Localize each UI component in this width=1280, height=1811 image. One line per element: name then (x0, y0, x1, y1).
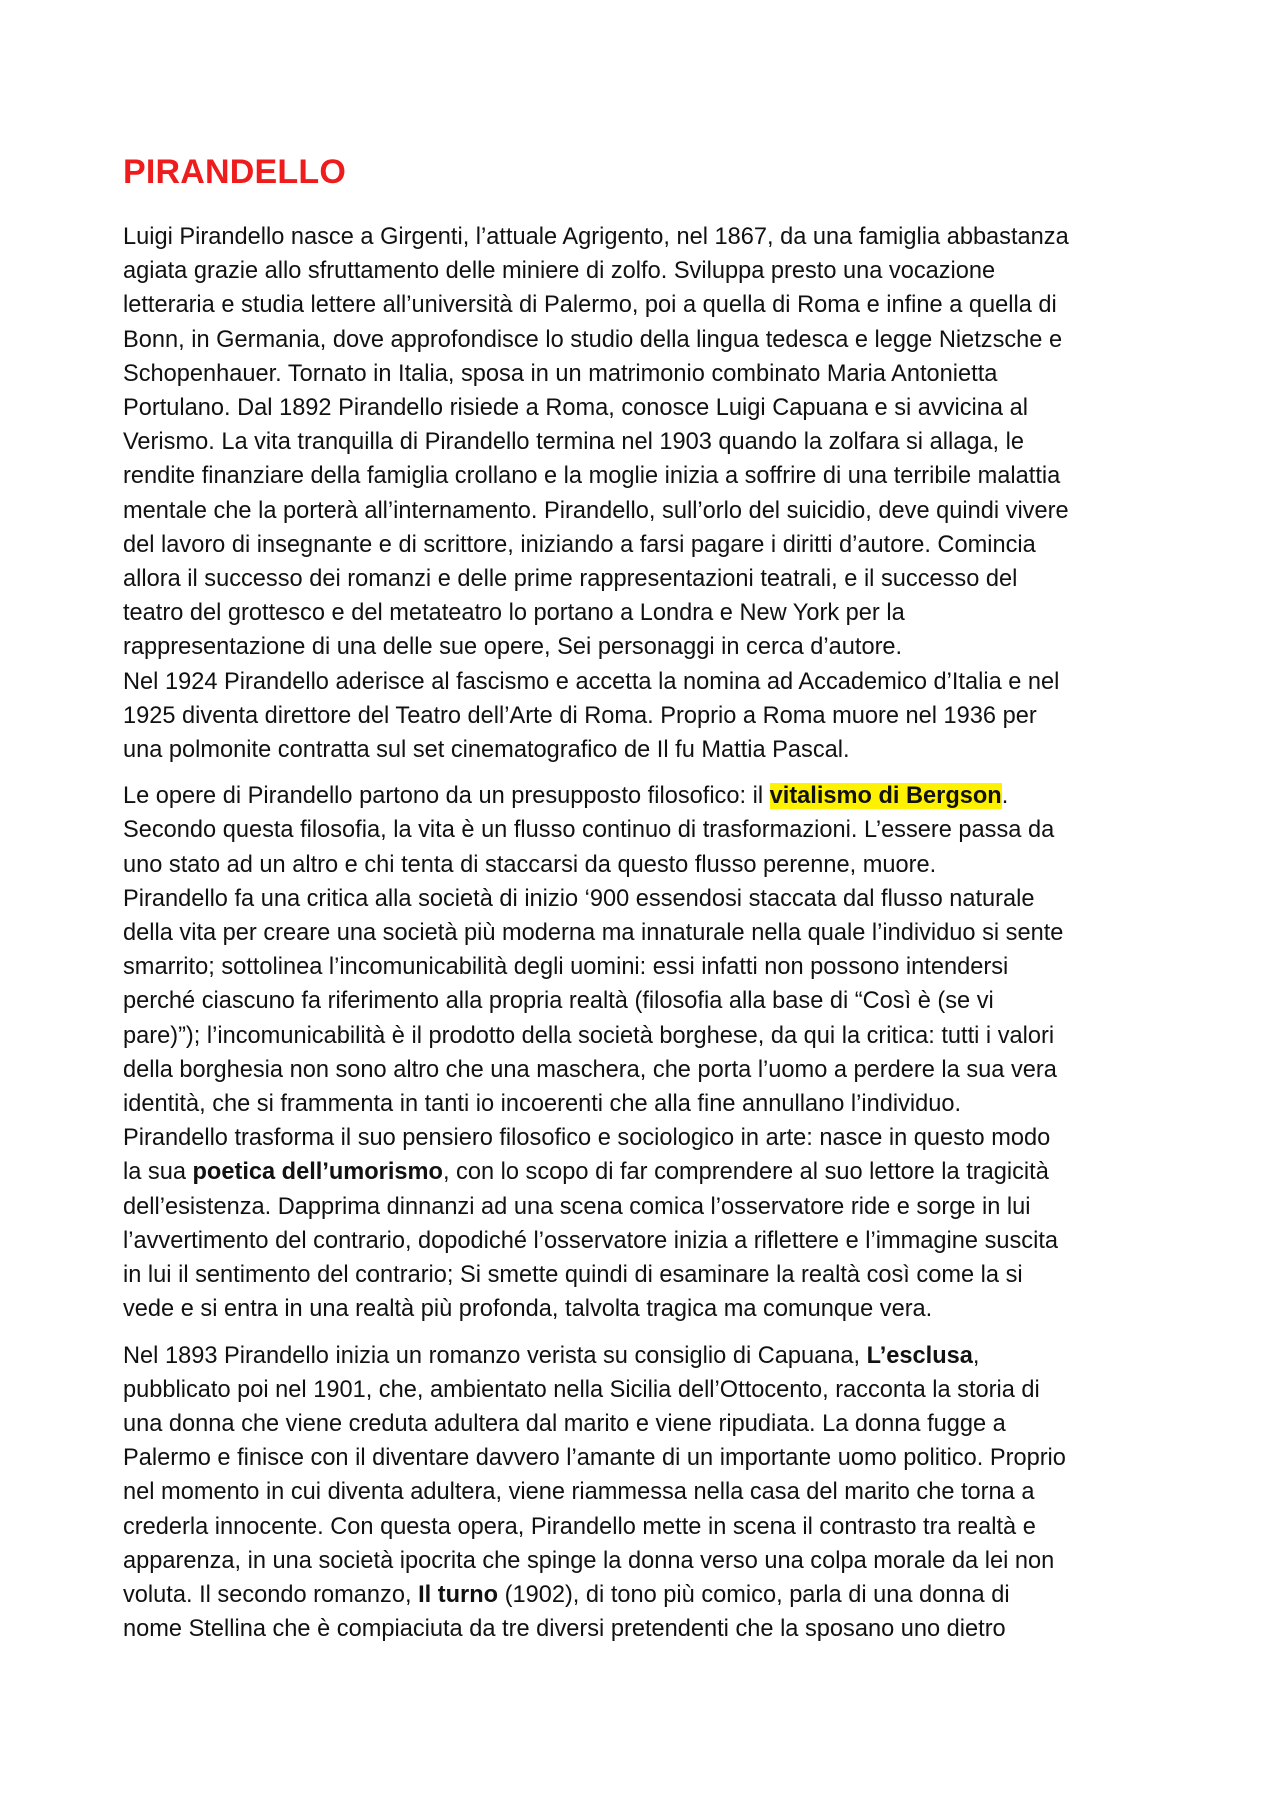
text-run: voluta. Il secondo romanzo, (123, 1581, 419, 1608)
text-run: , con lo scopo di far comprendere al suo lettore la tragicità (442, 1159, 1049, 1186)
text-line (123, 1544, 1160, 1578)
text-run: crederla innocente. Con questa opera, Pirandello mette in scena il contrasto tra realtà e (123, 1513, 1036, 1540)
text-line (123, 1292, 1160, 1326)
text-line (123, 1155, 1160, 1189)
text-line (123, 984, 1160, 1018)
text-line (123, 665, 1160, 699)
bold-term: Il turno (418, 1581, 499, 1608)
text-run: Nel 1924 Pirandello aderisce al fascismo e accetta la nomina ad Accademico d’Italia e nel (123, 668, 1060, 695)
text-line (123, 848, 1160, 882)
text-run: (1902), di tono più comico, parla di una donna di (498, 1581, 1010, 1608)
text-run: Pirandello trasforma il suo pensiero filosofico e sociologico in arte: nasce in questo modo (123, 1125, 1051, 1152)
text-run: identità, che si frammenta in tanti io incoerenti che alla fine annullano l’individuo. (123, 1091, 962, 1118)
text-line (123, 1510, 1160, 1544)
text-line (123, 494, 1160, 528)
text-run: Palermo e finisce con il diventare davvero l’amante di un importante uomo politico. Proprio (123, 1445, 1066, 1472)
text-line (123, 1224, 1160, 1258)
text-line (123, 1578, 1160, 1612)
text-line (123, 220, 1160, 254)
text-line (123, 596, 1160, 630)
text-line (123, 391, 1160, 425)
text-line (123, 630, 1160, 664)
text-run: pubblicato poi nel 1901, che, ambientato nella Sicilia dell’Ottocento, racconta la storia di (123, 1376, 1040, 1403)
text-run: Schopenhauer. Tornato in Italia, sposa in un matrimonio combinato Maria Antonietta (123, 360, 998, 387)
text-run: vede e si entra in una realtà più profonda, talvolta tragica ma comunque vera. (123, 1296, 933, 1323)
text-run: Luigi Pirandello nasce a Girgenti, l’attuale Agrigento, nel 1867, da una famiglia abbastanza (123, 224, 1069, 250)
text-run: apparenza, in una società ipocrita che spinge la donna verso una colpa morale da lei non (123, 1547, 1055, 1574)
text-run: della borghesia non sono altro che una maschera, che porta l’uomo a perdere la sua vera (123, 1056, 1057, 1083)
text-line (123, 699, 1160, 733)
text-line (123, 916, 1160, 950)
text-run: la sua (123, 1159, 193, 1186)
text-run: letteraria e studia lettere all’università di Palermo, poi a quella di Roma e infine a quella di (123, 292, 1057, 319)
text-line (123, 1407, 1160, 1441)
text-line (123, 1475, 1160, 1509)
text-line (123, 1339, 1160, 1373)
text-run: nel momento in cui diventa adultera, viene riammessa nella casa del marito che torna a (123, 1479, 1035, 1506)
text-line (123, 459, 1160, 493)
text-line (123, 1087, 1160, 1121)
text-run: rappresentazione di una delle sue opere, Sei personaggi in cerca d’autore. (123, 634, 903, 661)
text-line (123, 562, 1160, 596)
text-line (123, 357, 1160, 391)
text-run: Bonn, in Germania, dove approfondisce lo studio della lingua tedesca e legge Nietzsche e (123, 326, 1063, 353)
text-line (123, 882, 1160, 916)
text-run: Secondo questa filosofia, la vita è un flusso continuo di trasformazioni. L’essere passa da (123, 817, 1055, 844)
text-run: nome Stellina che è compiaciuta da tre diversi pretendenti che la sposano uno dietro (123, 1616, 1006, 1643)
text-run: , (972, 1342, 980, 1369)
text-line (123, 1373, 1160, 1407)
text-run: . (1001, 783, 1009, 810)
text-line (123, 950, 1160, 984)
text-run: l’avvertimento del contrario, dopodiché l’osservatore inizia a riflettere e l’immagine suscita (123, 1227, 1059, 1254)
text-run: Verismo. La vita tranquilla di Pirandello termina nel 1903 quando la zolfara si allaga, le (123, 429, 1025, 456)
text-run: mentale che la porterà all’internamento. Pirandello, sull’orlo del suicidio, deve quindi vivere (123, 497, 1069, 524)
text-run: pare)”); l’incomunicabilità è il prodotto della società borghese, da qui la critica: tutti i valori (123, 1022, 1055, 1049)
text-run: una donna che viene creduta adultera dal marito e viene ripudiata. La donna fugge a (123, 1410, 1006, 1437)
text-line (123, 528, 1160, 562)
text-run: del lavoro di insegnante e di scrittore, iniziando a farsi pagare i diritti d’autore. Comincia (123, 531, 1036, 558)
bold-term: poetica dell’umorismo (192, 1159, 443, 1186)
text-line (123, 288, 1160, 322)
text-run: Nel 1893 Pirandello inizia un romanzo verista su consiglio di Capuana, (123, 1342, 867, 1369)
text-line (123, 323, 1160, 357)
text-line (123, 1019, 1160, 1053)
text-run: Pirandello fa una critica alla società di inizio ‘900 essendosi staccata dal flusso naturale (123, 885, 1035, 912)
text-line (123, 1258, 1160, 1292)
text-run: dell’esistenza. Dapprima dinnanzi ad una scena comica l’osservatore ride e sorge in lui (123, 1193, 1031, 1220)
text-line (123, 1612, 1160, 1646)
bold-term: L’esclusa (866, 1342, 973, 1369)
document-body (123, 220, 1160, 1646)
text-line (123, 779, 1160, 813)
text-run: in lui il sentimento del contrario; Si smette quindi di esaminare la realtà così come la si (123, 1262, 1023, 1289)
text-line (123, 1441, 1160, 1475)
text-run: uno stato ad un altro e chi tenta di staccarsi da questo flusso perenne, muore. (123, 851, 937, 878)
highlighted-term: vitalismo di Bergson (769, 783, 1002, 810)
text-run: Le opere di Pirandello partono da un presupposto filosofico: il (123, 783, 770, 810)
text-run: teatro del grottesco e del metateatro lo portano a Londra e New York per la (123, 600, 905, 627)
paragraph-2 (123, 779, 1160, 1326)
text-line (123, 254, 1160, 288)
text-run: una polmonite contratta sul set cinematografico de Il fu Mattia Pascal. (123, 737, 850, 764)
text-line (123, 1121, 1160, 1155)
paragraph-1 (123, 220, 1160, 767)
text-run: perché ciascuno fa riferimento alla propria realtà (filosofia alla base di “Così è (se vi (123, 988, 994, 1015)
page-title: PIRANDELLO (123, 153, 346, 191)
paragraph-3 (123, 1339, 1160, 1647)
text-run: agiata grazie allo sfruttamento delle miniere di zolfo. Sviluppa presto una vocazione (123, 258, 996, 285)
text-run: Portulano. Dal 1892 Pirandello risiede a Roma, conosce Luigi Capuana e si avvicina al (123, 395, 1028, 422)
text-run: allora il successo dei romanzi e delle prime rappresentazioni teatrali, e il successo del (123, 566, 1018, 593)
text-run: 1925 diventa direttore del Teatro dell’Arte di Roma. Proprio a Roma muore nel 1936 per (123, 702, 1037, 729)
text-line (123, 733, 1160, 767)
text-line (123, 813, 1160, 847)
text-line (123, 1053, 1160, 1087)
text-run: della vita per creare una società più moderna ma innaturale nella quale l’individuo si sente (123, 920, 1064, 947)
text-line (123, 1190, 1160, 1224)
text-run: rendite finanziare della famiglia crollano e la moglie inizia a soffrire di una terribile malattia (123, 463, 1061, 490)
text-line (123, 425, 1160, 459)
text-run: smarrito; sottolinea l’incomunicabilità degli uomini: essi infatti non possono intendersi (123, 954, 1009, 981)
